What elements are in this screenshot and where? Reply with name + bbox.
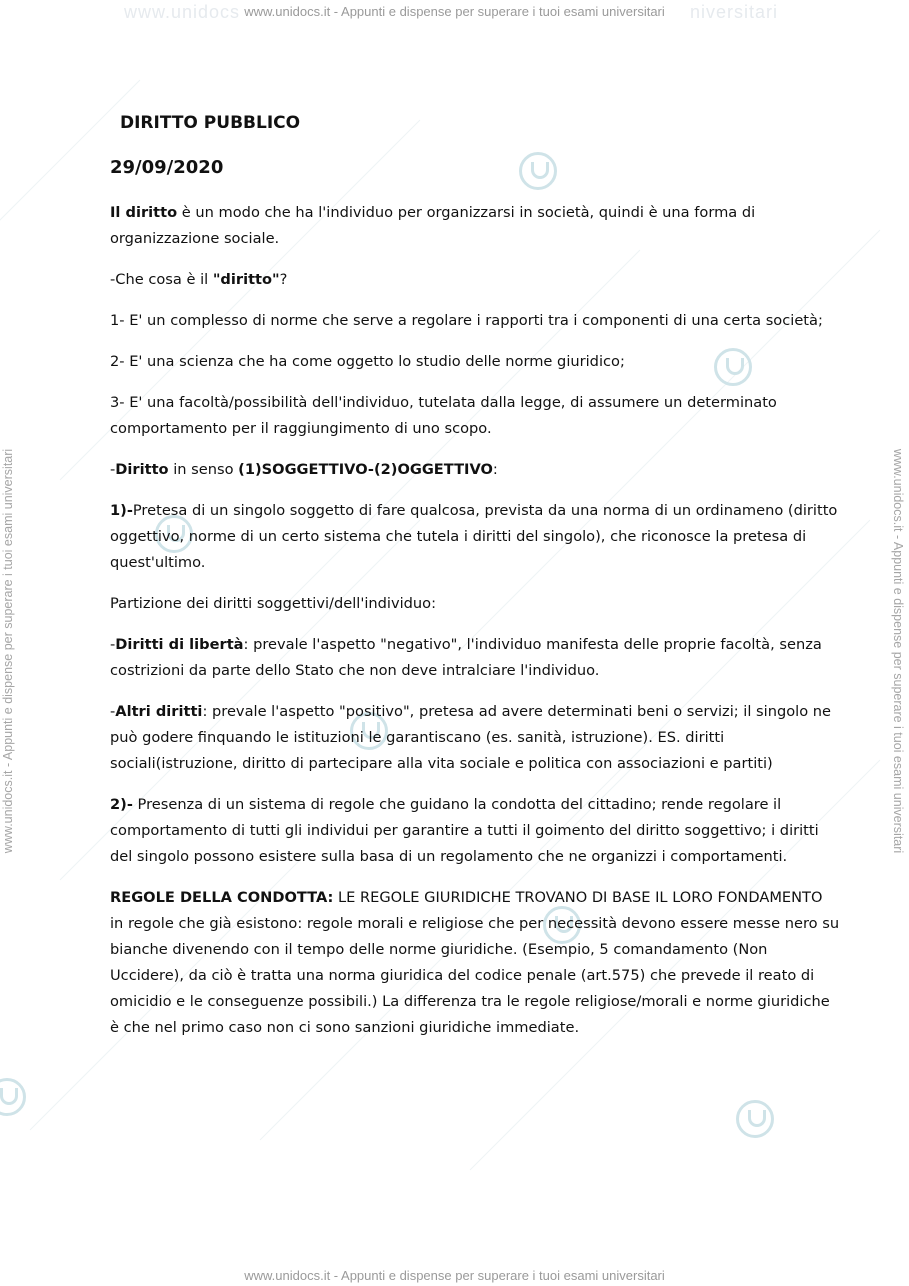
bold-text: 2)-: [110, 796, 133, 813]
paragraph-text: -: [110, 703, 116, 720]
paragraph: [110, 885, 840, 1041]
paragraph: [110, 632, 840, 684]
bold-text: "diritto": [212, 271, 280, 288]
watermark-side-left: www.unidocs.it - Appunti e dispense per superare i tuoi esami universitari: [1, 448, 15, 854]
watermark-ghost-right: niversitari: [690, 2, 779, 22]
paragraph: [110, 267, 840, 293]
document-body: [110, 200, 840, 1056]
paragraph-text: -: [110, 461, 116, 478]
paragraph: 1- E' un complesso di norme che serve a regolare i rapporti tra i componenti di una certa società;: [110, 312, 823, 329]
paragraph: Partizione dei diritti soggettivi/dell'individuo:: [110, 595, 437, 612]
bold-text: 1)-: [110, 502, 133, 519]
bold-text: Il diritto: [110, 204, 178, 221]
paragraph-text: : prevale l'aspetto "positivo", pretesa ad avere determinati beni o servizi; il singolo ne può godere finquando le istituzioni le garantiscano (es. sanità, istruzione). ES. diritti sociali(istruzione, diritto di partecipare alla vita sociale e politica con associazioni e partiti): [110, 703, 832, 772]
paragraph-text: LE REGOLE GIURIDICHE TROVANO DI BASE IL LORO FONDAMENTO in regole che già esistono: regole morali e religiose che per necessità devono essere messe nero su bianche divenendo con il tempo delle norme giuridiche. (Esempio, 5 comandamento (Non Uccidere), da ciò è tratta una norma giuridica del codice penale (art.575) che prevede il reato di omicidio e le conseguenze possibili.) La differenza tra le regole religiose/morali e norme giuridiche è che nel primo caso non ci sono sanzioni giuridiche immediate.: [110, 889, 840, 1036]
document-title: DIRITTO PUBBLICO: [120, 113, 301, 133]
paragraph: 3- E' una facoltà/possibilità dell'individuo, tutelata dalla legge, di assumere un determinato comportamento per il raggiungimento di uno scopo.: [110, 394, 777, 437]
paragraph: [110, 792, 840, 870]
paragraph-text: : prevale l'aspetto "negativo", l'individuo manifesta delle proprie facoltà, senza costrizioni da parte dello Stato che non deve intralciare l'individuo.: [110, 636, 822, 679]
unidocs-logo-icon: [519, 152, 557, 190]
watermark-header: www.unidocs.it - Appunti e dispense per superare i tuoi esami universitari: [244, 4, 665, 19]
document-date: 29/09/2020: [110, 157, 224, 178]
bold-text: REGOLE DELLA CONDOTTA:: [110, 889, 334, 906]
paragraph-text: è un modo che ha l'individuo per organizzarsi in società, quindi è una forma di organizzazione sociale.: [110, 204, 756, 247]
paragraph: [110, 498, 840, 576]
paragraph-text: in senso: [168, 461, 239, 478]
paragraph-text: ?: [279, 271, 288, 288]
paragraph: [110, 457, 840, 483]
paragraph: [110, 699, 840, 777]
bold-text: (1)SOGGETTIVO-(2)OGGETTIVO: [238, 461, 493, 478]
paragraph: [110, 200, 840, 252]
paragraph-text: Presenza di un sistema di regole che guidano la condotta del cittadino; rende regolare il comportamento di tutti gli individui per garantire a tutti il goimento del diritto soggettivo; i diritti del singolo possono esistere sulla basa di un regolamento che ne organizzi i comportamenti.: [110, 796, 819, 865]
watermark-ghost-left: www.unidocs: [124, 2, 241, 22]
paragraph-text: -Che cosa è il: [110, 271, 213, 288]
paragraph-text: Pretesa di un singolo soggetto di fare qualcosa, prevista da una norma di un ordinameno (diritto oggettivo, norme di un certo sistema che tutela i diritti del singolo), che riconosce la pretesa di quest'ultimo.: [110, 502, 838, 571]
bold-text: Altri diritti: [115, 703, 203, 720]
bold-text: Diritto: [115, 461, 169, 478]
unidocs-logo-icon: [736, 1100, 774, 1138]
paragraph: 2- E' una scienza che ha come oggetto lo studio delle norme giuridico;: [110, 353, 625, 370]
watermark-footer: www.unidocs.it - Appunti e dispense per superare i tuoi esami universitari: [244, 1268, 665, 1283]
watermark-side-right: www.unidocs.it - Appunti e dispense per superare i tuoi esami universitari: [891, 448, 905, 854]
paragraph-text: -: [110, 636, 116, 653]
bold-text: Diritti di libertà: [115, 636, 244, 653]
paragraph-text: :: [492, 461, 498, 478]
